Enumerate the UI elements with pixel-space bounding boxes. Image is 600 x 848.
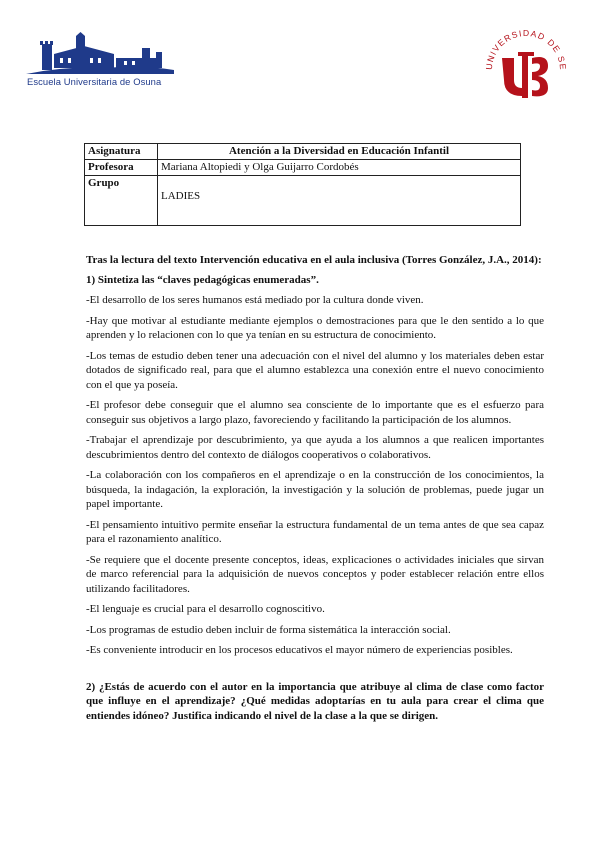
list-item: -Se requiere que el docente presente conceptos, ideas, explicaciones o actividades iniciales que sirvan de marco referencial para la adquisición de nuevos conceptos y poder establecer relación entre ellos utilizando facilitadores. — [86, 553, 544, 595]
grupo-label: Grupo — [85, 176, 158, 226]
subject-info-table — [84, 143, 521, 226]
list-item: -Es conveniente introducir en los procesos educativos el mayor número de experiencias posibles. — [86, 644, 513, 656]
grupo-value: LADIES — [161, 190, 201, 202]
question-2: 2) ¿Estás de acuerdo con el autor en la importancia que atribuye al clima de clase como factor que influye en el aprendizaje? ¿Qué medidas adoptarías en tu aula para crear el clima que entiendes idóneo? Justifica indicando el nivel de la clase a la que se dirigen. — [86, 680, 544, 722]
profesora-value: Mariana Altopiedi y Olga Guijarro Cordobés — [158, 160, 521, 176]
asignatura-value: Atención a la Diversidad en Educación Infantil — [158, 144, 521, 160]
list-item: -Hay que motivar al estudiante mediante ejemplos o demostraciones para que le den sentido a lo que aprenden y lo relacionen con lo que ya tenían en su estructura de conocimiento. — [86, 314, 544, 341]
grupo-cell — [158, 176, 521, 226]
list-item: -El profesor debe conseguir que el alumno sea consciente de lo importante que es el esfuerzo para conseguir sus objetivos a largo plazo, favoreciendo y facilitando la participación de los alumnos. — [86, 399, 544, 426]
list-item: -El lenguaje es crucial para el desarrollo cognoscitivo. — [86, 603, 325, 615]
list-item: -El desarrollo de los seres humanos está mediado por la cultura donde viven. — [86, 294, 424, 306]
list-item: -Los programas de estudio deben incluir de forma sistemática la interacción social. — [86, 623, 451, 636]
sevilla-seal-icon — [478, 14, 574, 110]
asignatura-label: Asignatura — [85, 144, 158, 160]
document-body — [86, 253, 544, 723]
osuna-castle-icon — [24, 32, 194, 76]
table-row — [85, 176, 521, 226]
sevilla-logo — [478, 14, 574, 110]
sevilla-seal-text: UNIVERSIDAD DE SE — [483, 27, 569, 71]
osuna-logo — [24, 32, 194, 92]
intro-paragraph: Tras la lectura del texto Intervención educativa en el aula inclusiva (Torres González, J.A., 2014): — [86, 254, 542, 266]
table-row — [85, 160, 521, 176]
table-row — [85, 144, 521, 160]
osuna-logo-caption: Escuela Universitaria de Osuna — [27, 76, 162, 87]
list-item: -La colaboración con los compañeros en el aprendizaje o en la construcción de los conocimientos, la búsqueda, la indagación, la exploración, la investigación y la solución de problemas, puede jugar un papel importante. — [86, 469, 544, 510]
list-item: -El pensamiento intuitivo permite enseñar la estructura fundamental de un tema antes de que sea capaz para el razonamiento analítico. — [86, 518, 544, 545]
list-item: -Los temas de estudio deben tener una adecuación con el nivel del alumno y los materiales deben estar dotados de significado real, para que el alumno establezca una conexión entre el nuevo conocimiento con el que ya poseía. — [86, 349, 544, 391]
list-item: -Trabajar el aprendizaje por descubrimiento, ya que ayuda a los alumnos a que realicen importantes descubrimientos dentro del contexto de diálogos cooperativos o colaborativos. — [86, 434, 544, 461]
profesora-label: Profesora — [85, 160, 158, 176]
question-1: 1) Sintetiza las “claves pedagógicas enumeradas”. — [86, 273, 319, 286]
